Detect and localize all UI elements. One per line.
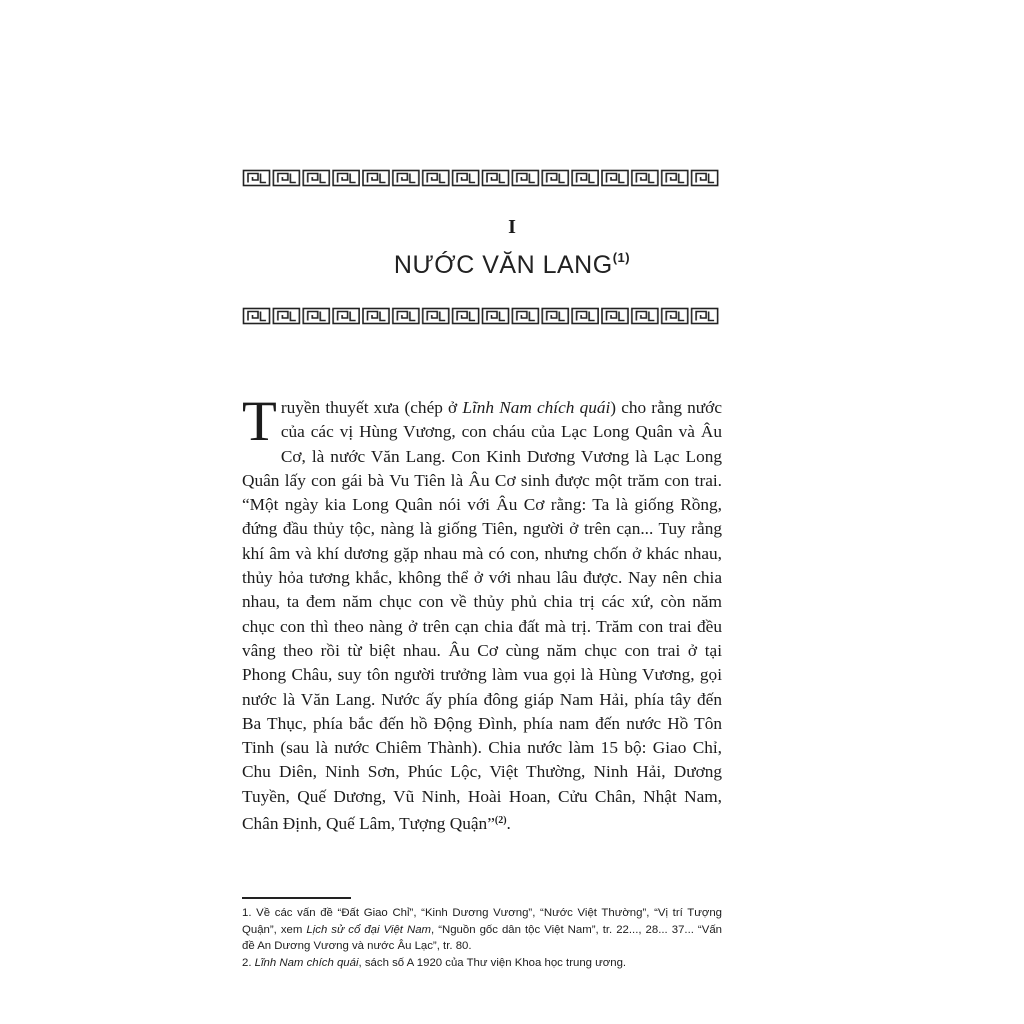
source-title: Lĩnh Nam chích quái: [462, 398, 611, 417]
footnote-1-book-title: Lịch sử cổ đại Việt Nam: [306, 923, 432, 936]
footnote-1: [242, 905, 722, 955]
footnote-1-text: 1. Về các vấn đề “Đất Giao Chỉ”, “Kinh Dương Vương”, “Nước Việt Thường”, “Vị trí Tượng Quận”, xem: [242, 907, 722, 936]
footnote-2-book-title: Lĩnh Nam chích quái: [254, 956, 359, 969]
greek-key-border-icon: [242, 168, 720, 188]
body-paragraph: [242, 390, 722, 836]
greek-key-border-bottom: [242, 306, 720, 326]
footnotes: [242, 905, 722, 971]
greek-key-border-top: [242, 168, 720, 188]
body-footnote-ref: (2): [494, 815, 507, 827]
greek-key-border-icon: [242, 306, 720, 326]
body-text-intro: ruyền thuyết xưa (chép ở: [280, 398, 463, 417]
footnote-separator: [242, 897, 351, 899]
footnote-2: [242, 955, 722, 972]
drop-cap: T: [242, 390, 277, 453]
chapter-title-text: NƯỚC VĂN LANG: [393, 251, 613, 279]
footnote-2-text: , sách số A 1920 của Thư viện Khoa học trung ương.: [358, 956, 627, 969]
chapter-title: [0, 250, 1024, 280]
chapter-number: I: [508, 216, 516, 238]
footnote-2-number: 2.: [242, 956, 255, 969]
body-text-main: ) cho rằng nước của các vị Hùng Vương, con cháu của Lạc Long Quân và Âu Cơ, là nước Văn Lang. Con Kinh Dương Vương là Lạc Long Quân lấy con gái bà Vu Tiên là Âu Cơ sinh được một trăm con trai. “Một ngày kia Long Quân nói với Âu Cơ rằng: Ta là giống Rồng, đứng đầu thủy tộc, nàng là giống Tiên, người ở trên cạn... Tuy rằng khí âm và khí dương gặp nhau mà có con, nhưng chốn ở khác nhau, thủy hỏa tương khắc, không thể ở với nhau lâu được. Nay nên chia nhau, ta đem năm chục con về thủy phủ chia trị các xứ, còn năm chục con thì theo nàng ở trên cạn chia đất mà trị. Trăm con trai đều vâng theo rồi từ biệt nhau. Âu Cơ cùng năm chục con trai ở tại Phong Châu, suy tôn người trưởng làm vua gọi là Hùng Vương, gọi nước là Văn Lang. Nước ấy phía đông giáp Nam Hải, phía tây đến Ba Thục, phía bắc đến hồ Động Đình, phía nam đến nước Hồ Tôn Tinh (sau là nước Chiêm Thành). Chia nước làm 15 bộ: Giao Chỉ, Chu Diên, Ninh Sơn, Phúc Lộc, Việt Thường, Ninh Hải, Dương Tuyền, Quế Dương, Vũ Ninh, Hoài Hoan, Cửu Chân, Nhật Nam, Chân Định, Quế Lâm, Tượng Quận”: [242, 398, 722, 834]
chapter-title-footnote-ref: (1): [612, 250, 631, 265]
footnote-1-text-end: , “Nguồn gốc dân tộc Việt Nam”, tr. 22..., 28... 37... “Vấn đề An Dương Vương và nước Âu Lạc”, tr. 80.: [242, 923, 722, 952]
body-text-end: .: [506, 814, 511, 834]
